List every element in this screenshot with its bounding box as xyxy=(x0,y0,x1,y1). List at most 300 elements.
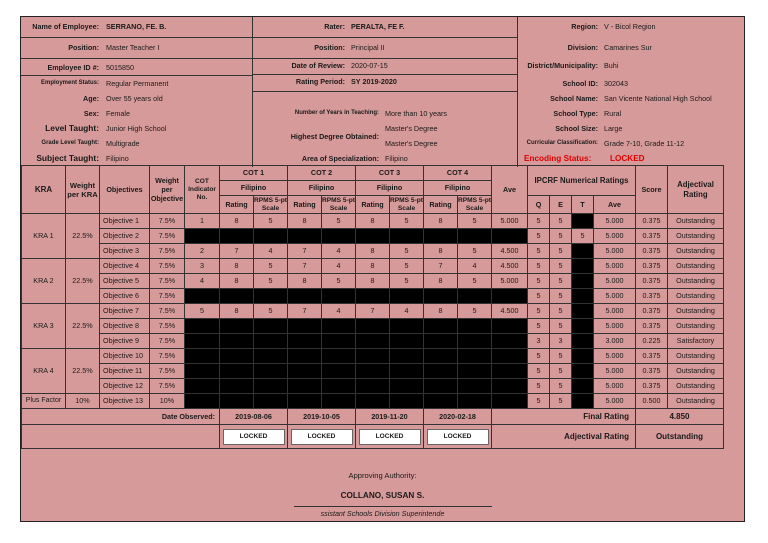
table-row xyxy=(22,244,724,259)
t-rating xyxy=(572,364,594,379)
cot-c1s xyxy=(254,289,288,304)
cot-c1s: 4 xyxy=(254,244,288,259)
classification-label: Curricular Classification: xyxy=(526,140,598,146)
degree-value-2: Master's Degree xyxy=(385,124,438,133)
cot2-subject: Filipino xyxy=(288,181,356,196)
cot-indicator: 4 xyxy=(185,274,220,289)
cot-indicator: 3 xyxy=(185,259,220,274)
kra-name: Plus Factor xyxy=(22,394,66,409)
e-rating: 5 xyxy=(550,319,572,334)
specialization: Filipino xyxy=(385,154,408,163)
cot-c4r xyxy=(424,379,458,394)
cot-c4s xyxy=(458,319,492,334)
approving-authority-label: Approving Authority: xyxy=(348,471,417,480)
position-label: Position: xyxy=(68,43,99,52)
adjectival-rating-value: Outstanding xyxy=(636,425,724,449)
cot-c4s xyxy=(458,394,492,409)
ipcrf-average: 5.000 xyxy=(594,349,636,364)
cot-c1s: 5 xyxy=(254,214,288,229)
cot-indicator xyxy=(185,394,220,409)
cot-c4s: 4 xyxy=(458,259,492,274)
objective-name: Objective 6 xyxy=(100,289,150,304)
objective-weight: 7.5% xyxy=(150,214,185,229)
cot3-subject: Filipino xyxy=(356,181,424,196)
cot-c2s: 5 xyxy=(322,274,356,289)
cot-c3r: 8 xyxy=(356,214,390,229)
cot-c3r xyxy=(356,319,390,334)
score: 0.375 xyxy=(636,349,668,364)
objective-name: Objective 4 xyxy=(100,259,150,274)
ipcrf-average: 5.000 xyxy=(594,319,636,334)
employee-id: 5015850 xyxy=(106,63,134,72)
locked-button-2[interactable]: LOCKED xyxy=(291,429,353,445)
cot-c1r xyxy=(220,289,254,304)
objective-name: Objective 13 xyxy=(100,394,150,409)
cot-c1r xyxy=(220,334,254,349)
e-rating: 5 xyxy=(550,379,572,394)
cot-c4r: 8 xyxy=(424,244,458,259)
cot-c3r: 8 xyxy=(356,259,390,274)
objective-name: Objective 3 xyxy=(100,244,150,259)
q-rating: 5 xyxy=(528,244,550,259)
cot-average xyxy=(492,289,528,304)
e-rating: 5 xyxy=(550,229,572,244)
score: 0.375 xyxy=(636,289,668,304)
kra-weight: 22.5% xyxy=(66,214,100,259)
e-rating: 5 xyxy=(550,394,572,409)
cot-indicator-header: COT Indicator No. xyxy=(185,166,220,214)
objective-name: Objective 9 xyxy=(100,334,150,349)
score: 0.375 xyxy=(636,304,668,319)
cot-c3r xyxy=(356,334,390,349)
cot-c2s xyxy=(322,319,356,334)
adjectival-rating: Outstanding xyxy=(668,244,724,259)
grade-level-label: Grade Level Taught: xyxy=(41,140,99,146)
adjectival-rating: Outstanding xyxy=(668,319,724,334)
ipcrf-average: 5.000 xyxy=(594,259,636,274)
locked-cell-2 xyxy=(288,425,356,449)
signature-line xyxy=(294,506,492,507)
cot-c4r xyxy=(424,349,458,364)
school-size: Large xyxy=(604,124,623,133)
sex-label: Sex: xyxy=(83,109,99,118)
adjectival-rating: Satisfactory xyxy=(668,334,724,349)
score: 0.500 xyxy=(636,394,668,409)
objective-name: Objective 10 xyxy=(100,349,150,364)
cot-c1r xyxy=(220,379,254,394)
district: Buhi xyxy=(604,61,619,70)
cot-c3s xyxy=(390,229,424,244)
rating-period-label: Rating Period: xyxy=(295,77,345,86)
cot-c4r xyxy=(424,394,458,409)
cot-c2r: 7 xyxy=(288,304,322,319)
ipcrf-average: 5.000 xyxy=(594,394,636,409)
t-rating xyxy=(572,319,594,334)
objectives-header: Objectives xyxy=(100,166,150,214)
q-rating: 5 xyxy=(528,214,550,229)
rater-position-label: Position: xyxy=(314,43,345,52)
adjectival-rating: Outstanding xyxy=(668,259,724,274)
cot-c4r: 7 xyxy=(424,259,458,274)
cot-average: 4.500 xyxy=(492,244,528,259)
kra-weight: 22.5% xyxy=(66,259,100,304)
cot-c3r xyxy=(356,394,390,409)
cot-c3s: 5 xyxy=(390,259,424,274)
objective-name: Objective 7 xyxy=(100,304,150,319)
cot-c3r xyxy=(356,364,390,379)
cot-c3s xyxy=(390,289,424,304)
ipcrf-average: 5.000 xyxy=(594,214,636,229)
t-header: T xyxy=(572,196,594,214)
cot-c1r xyxy=(220,319,254,334)
rating-period: SY 2019-2020 xyxy=(351,77,397,86)
adjectival-rating: Outstanding xyxy=(668,274,724,289)
observed-date-2: 2019-10-05 xyxy=(288,409,356,425)
adjectival-rating-label: Adjectival Rating xyxy=(492,425,636,449)
table-row xyxy=(22,334,724,349)
degree-value: Master's Degree xyxy=(385,139,438,148)
table-row xyxy=(22,319,724,334)
adjectival-rating: Outstanding xyxy=(668,379,724,394)
cot4-rating-header: Rating xyxy=(424,196,458,214)
name-label: Name of Employee: xyxy=(32,22,99,31)
ratings-table xyxy=(21,165,724,449)
cot-c3r xyxy=(356,289,390,304)
score-header: Score xyxy=(636,166,668,214)
cot-c3s xyxy=(390,334,424,349)
rater-position: Principal II xyxy=(351,43,385,52)
cot-c1r xyxy=(220,364,254,379)
cot1-rating-header: Rating xyxy=(220,196,254,214)
score: 0.375 xyxy=(636,214,668,229)
ipcrf-average: 5.000 xyxy=(594,289,636,304)
adjectival-rating: Outstanding xyxy=(668,364,724,379)
t-rating xyxy=(572,379,594,394)
cot-c1s xyxy=(254,394,288,409)
cot2-rpms-header: RPMS 5-pt Scale xyxy=(322,196,355,212)
cot-c4r: 8 xyxy=(424,214,458,229)
employee-position: Master Teacher I xyxy=(106,43,160,52)
score: 0.375 xyxy=(636,364,668,379)
cot-c2s xyxy=(322,379,356,394)
table-row xyxy=(22,289,724,304)
cot-c1r xyxy=(220,394,254,409)
q-rating: 5 xyxy=(528,229,550,244)
school-name-label: School Name: xyxy=(550,94,598,103)
t-rating: 5 xyxy=(572,229,594,244)
table-row xyxy=(22,379,724,394)
cot-c2s: 5 xyxy=(322,214,356,229)
locked-button-1[interactable]: LOCKED xyxy=(223,429,285,445)
final-rating-label: Final Rating xyxy=(492,409,636,425)
cot-indicator xyxy=(185,229,220,244)
cot-c1r: 8 xyxy=(220,304,254,319)
employee-info xyxy=(21,17,253,167)
cot2-header: COT 2 xyxy=(288,166,356,181)
region-label: Region: xyxy=(571,22,598,31)
objective-weight: 7.5% xyxy=(150,349,185,364)
ipcrf-sheet xyxy=(20,16,745,522)
table-row xyxy=(22,364,724,379)
level-label: Level Taught: xyxy=(45,123,99,133)
table-row xyxy=(22,349,724,364)
kra-name: KRA 1 xyxy=(22,214,66,259)
school-type: Rural xyxy=(604,109,622,118)
school-info xyxy=(518,17,744,167)
cot-c1s xyxy=(254,229,288,244)
cot-c1r: 8 xyxy=(220,214,254,229)
locked-button-3[interactable]: LOCKED xyxy=(359,429,421,445)
cot-c3s: 5 xyxy=(390,244,424,259)
cot-c2r xyxy=(288,349,322,364)
adjectival-rating: Outstanding xyxy=(668,349,724,364)
years-teaching: More than 10 years xyxy=(385,109,447,118)
age-label: Age: xyxy=(83,94,99,103)
cot-average xyxy=(492,229,528,244)
kra-name: KRA 2 xyxy=(22,259,66,304)
cot-c4s xyxy=(458,379,492,394)
cot-average xyxy=(492,319,528,334)
cot-c1s: 5 xyxy=(254,304,288,319)
observed-date-4: 2020-02-18 xyxy=(424,409,492,425)
approver-title: ssistant Schools Division Superintende xyxy=(320,509,445,518)
date-observed-label: Date Observed: xyxy=(22,409,220,425)
grade-level-taught: Multigrade xyxy=(106,139,140,148)
locked-cell-1 xyxy=(220,425,288,449)
score: 0.375 xyxy=(636,244,668,259)
table-row xyxy=(22,274,724,289)
cot-c2r: 8 xyxy=(288,274,322,289)
blank-cell xyxy=(22,425,220,449)
cot-c2s: 4 xyxy=(322,304,356,319)
e-rating: 5 xyxy=(550,259,572,274)
district-label: District/Municipality: xyxy=(527,61,598,70)
cot-c2r xyxy=(288,334,322,349)
table-row xyxy=(22,304,724,319)
cot-c4r: 8 xyxy=(424,304,458,319)
cot-c3r xyxy=(356,379,390,394)
cot-c2r xyxy=(288,229,322,244)
score: 0.375 xyxy=(636,274,668,289)
cot-indicator: 2 xyxy=(185,244,220,259)
e-rating: 5 xyxy=(550,244,572,259)
objective-name: Objective 1 xyxy=(100,214,150,229)
cot-c4r xyxy=(424,334,458,349)
ipcrf-average: 3.000 xyxy=(594,334,636,349)
e-rating: 5 xyxy=(550,289,572,304)
cot-c1r: 7 xyxy=(220,244,254,259)
score: 0.375 xyxy=(636,229,668,244)
weight-objective-header: Weight per Objective xyxy=(150,166,185,214)
cot-average xyxy=(492,334,528,349)
locked-button-4[interactable]: LOCKED xyxy=(427,429,489,445)
cot-c2r xyxy=(288,364,322,379)
cot-c3r: 7 xyxy=(356,304,390,319)
cot1-rpms-header: RPMS 5-pt Scale xyxy=(254,196,287,212)
employee-id-label: Employee ID #: xyxy=(47,63,99,72)
division-label: Division: xyxy=(567,43,598,52)
cot-c4s xyxy=(458,364,492,379)
cot-c4s xyxy=(458,229,492,244)
school-size-label: School Size: xyxy=(555,124,598,133)
locked-cell-4 xyxy=(424,425,492,449)
t-rating xyxy=(572,334,594,349)
cot3-header: COT 3 xyxy=(356,166,424,181)
objective-weight: 7.5% xyxy=(150,364,185,379)
cot-c3s xyxy=(390,379,424,394)
table-row xyxy=(22,229,724,244)
score: 0.225 xyxy=(636,334,668,349)
cot-c4r xyxy=(424,289,458,304)
cot-average xyxy=(492,394,528,409)
objective-weight: 7.5% xyxy=(150,244,185,259)
cot-c2r xyxy=(288,394,322,409)
cot-c1s: 5 xyxy=(254,274,288,289)
cot-c4s: 5 xyxy=(458,214,492,229)
cot3-rpms-header: RPMS 5-pt Scale xyxy=(390,196,423,212)
kra-weight: 22.5% xyxy=(66,349,100,394)
score: 0.375 xyxy=(636,319,668,334)
objective-weight: 10% xyxy=(150,394,185,409)
cot-c3s: 4 xyxy=(390,304,424,319)
cot-c1r xyxy=(220,349,254,364)
t-rating xyxy=(572,349,594,364)
division: Camarines Sur xyxy=(604,43,652,52)
cot-c3s xyxy=(390,319,424,334)
cot-c3r: 8 xyxy=(356,274,390,289)
cot-average xyxy=(492,379,528,394)
t-rating xyxy=(572,274,594,289)
q-rating: 5 xyxy=(528,379,550,394)
cot-c2r xyxy=(288,289,322,304)
e-rating: 5 xyxy=(550,364,572,379)
e-rating: 5 xyxy=(550,214,572,229)
cot-c1r xyxy=(220,229,254,244)
school-name: San Vicente National High School xyxy=(604,94,712,103)
cot-c3r xyxy=(356,349,390,364)
kra-name: KRA 4 xyxy=(22,349,66,394)
adjectival-rating: Outstanding xyxy=(668,214,724,229)
cot1-subject: Filipino xyxy=(220,181,288,196)
objective-name: Objective 11 xyxy=(100,364,150,379)
cot-c4r xyxy=(424,364,458,379)
cot-c2s xyxy=(322,289,356,304)
rater-label: Rater: xyxy=(324,22,345,31)
e-rating: 3 xyxy=(550,334,572,349)
cot-c3s: 5 xyxy=(390,274,424,289)
cot-average: 5.000 xyxy=(492,214,528,229)
adjectival-rating: Outstanding xyxy=(668,289,724,304)
cot-average: 4.500 xyxy=(492,304,528,319)
approver-name: COLLANO, SUSAN S. xyxy=(340,491,425,500)
cot-indicator xyxy=(185,349,220,364)
cot-indicator: 1 xyxy=(185,214,220,229)
cot-c4r: 8 xyxy=(424,274,458,289)
objective-weight: 7.5% xyxy=(150,304,185,319)
objective-weight: 7.5% xyxy=(150,319,185,334)
status-label: Employment Status: xyxy=(40,80,99,86)
employee-age: Over 55 years old xyxy=(106,94,163,103)
q-rating: 5 xyxy=(528,394,550,409)
cot-c2s: 4 xyxy=(322,244,356,259)
e-rating: 5 xyxy=(550,274,572,289)
table-row xyxy=(22,394,724,409)
ipcrf-average: 5.000 xyxy=(594,379,636,394)
objective-weight: 7.5% xyxy=(150,334,185,349)
cot-average: 4.500 xyxy=(492,259,528,274)
cot-c1s xyxy=(254,349,288,364)
objective-name: Objective 12 xyxy=(100,379,150,394)
encoding-status-label: Encoding Status: xyxy=(524,154,592,163)
cot-c1s: 5 xyxy=(254,259,288,274)
q-rating: 5 xyxy=(528,349,550,364)
degree-label: Highest Degree Obtained: xyxy=(290,132,379,141)
cot-indicator xyxy=(185,334,220,349)
objective-weight: 7.5% xyxy=(150,229,185,244)
cot-c4s xyxy=(458,349,492,364)
cot-c2r: 8 xyxy=(288,214,322,229)
school-id-label: School ID: xyxy=(562,79,598,88)
cot-indicator xyxy=(185,319,220,334)
q-rating: 5 xyxy=(528,259,550,274)
cot-c4r xyxy=(424,229,458,244)
kra-weight: 10% xyxy=(66,394,100,409)
objective-name: Objective 2 xyxy=(100,229,150,244)
cot1-header: COT 1 xyxy=(220,166,288,181)
cot-indicator xyxy=(185,364,220,379)
classification: Grade 7-10, Grade 11-12 xyxy=(604,139,685,148)
header-section xyxy=(21,17,744,167)
specialization-label: Area of Specialization: xyxy=(301,154,379,163)
t-rating xyxy=(572,244,594,259)
employee-sex: Female xyxy=(106,109,130,118)
table-row xyxy=(22,259,724,274)
q-rating: 5 xyxy=(528,304,550,319)
cot-c4r xyxy=(424,319,458,334)
cot-c2r xyxy=(288,379,322,394)
cot-c4s: 5 xyxy=(458,304,492,319)
employee-name: SERRANO, FE. B. xyxy=(106,22,167,31)
objective-weight: 7.5% xyxy=(150,259,185,274)
t-rating xyxy=(572,259,594,274)
score: 0.375 xyxy=(636,259,668,274)
cot-c3s xyxy=(390,364,424,379)
adjectival-rating: Outstanding xyxy=(668,394,724,409)
region: V - Bicol Region xyxy=(604,22,656,31)
q-rating: 5 xyxy=(528,364,550,379)
cot-c2s: 4 xyxy=(322,259,356,274)
cot-c4s xyxy=(458,289,492,304)
cot-c2r: 7 xyxy=(288,244,322,259)
objective-weight: 7.5% xyxy=(150,289,185,304)
q-rating: 3 xyxy=(528,334,550,349)
cot-c3s xyxy=(390,349,424,364)
ipcrf-average: 5.000 xyxy=(594,244,636,259)
cot-c1r: 8 xyxy=(220,259,254,274)
e-rating: 5 xyxy=(550,349,572,364)
cot-c4s: 5 xyxy=(458,244,492,259)
e-rating: 5 xyxy=(550,304,572,319)
adjectival-rating: Outstanding xyxy=(668,229,724,244)
cot4-header: COT 4 xyxy=(424,166,492,181)
cot-c3r: 8 xyxy=(356,244,390,259)
q-rating: 5 xyxy=(528,319,550,334)
t-rating xyxy=(572,394,594,409)
rater-name: PERALTA, FE F. xyxy=(351,22,405,31)
cot-c2s xyxy=(322,349,356,364)
subject-label: Subject Taught: xyxy=(36,153,99,163)
objective-name: Objective 8 xyxy=(100,319,150,334)
